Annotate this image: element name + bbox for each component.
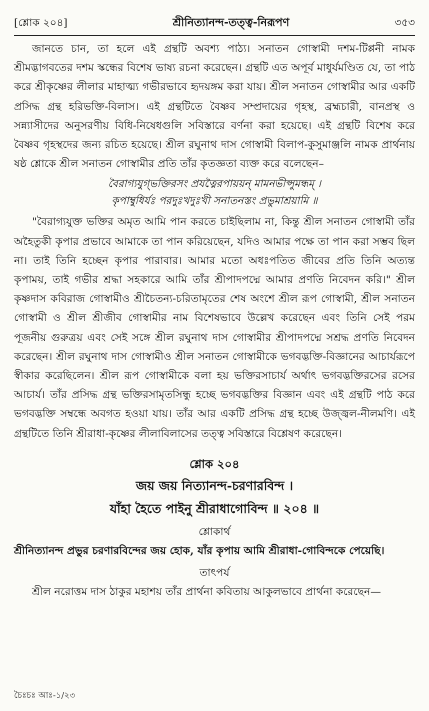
verse-reference: [শ্লোক ২০৪]: [14, 17, 68, 29]
page-footer: চৈঃচঃ আঃ-১/২৩: [14, 691, 76, 701]
translation-heading: শ্লোকার্থ: [198, 525, 231, 538]
verse-label: শ্লোক ২০৪: [189, 456, 240, 471]
verse-line-2: যাঁহা হৈতে পাইনু শ্রীরাধাগোবিন্দ ॥ ২০৪ ॥: [109, 500, 320, 516]
verse-line-1: জয় জয় নিত্যানন্দ-চরণারবিন্দ ।: [135, 477, 294, 493]
page-number: ৩৫৩: [394, 17, 415, 29]
page-header: [14, 14, 415, 36]
quote-line-1: বৈরাগ্যযুগ্‌ভক্তিরসং প্রযত্নৈরপায়য়ন্‌ মামনভীপ্সুমন্ধম্‌ ।: [107, 178, 322, 191]
quote-line-2: কৃপাম্বুধির্যঃ পরদুঃখদুঃখী সনাতনস্তং প্রভুমাশ্রয়ামি ॥: [111, 195, 318, 208]
sanskrit-quote: [14, 176, 415, 210]
paragraph-2: "বৈরাগ্যযুক্ত ভক্তির অমৃত আমি পান করতে চাইছিলাম না, কিন্তু শ্রীল সনাতন গোস্বামী তাঁর অহৈতুকী কৃপার প্রভাবে আমাকে তা পান করিয়েছেন, যদিও আমার পক্ষে তা পান করা সম্ভব ছিল না। তাই তিনি হচ্ছেন কৃপার পারাবার। আমার মতো অধঃপতিত জীবের প্রতি তিনি অত্যন্ত কৃপাময়, তাই গভীর শ্রদ্ধা সহকারে আমি তাঁর শ্রীপাদপদ্মে আমার প্রণতি নিবেদন করি।" শ্রীল কৃষ্ণদাস কবিরাজ গোস্বামীও শ্রীচৈতন্য-চরিতামৃতের শেষ অংশে শ্রীল রূপ গোস্বামী, শ্রীল সনাতন গোস্বামী ও শ্রীল শ্রীজীব গোস্বামীর নাম বিশেষভাবে উল্লেখ করেছেন এবং তিনি সেই পরম পূজনীয় গুরুত্রয় এবং সেই সঙ্গে শ্রীল রঘুনাথ দাস গোস্বামীর শ্রীপাদপদ্মে সশ্রদ্ধ প্রণতি নিবেদন করেছেন। শ্রীল রঘুনাথ দাস গোস্বামীও শ্রীল সনাতন গোস্বামীকে ভগবদ্ভক্তি-বিজ্ঞানের আচার্যরূপে স্বীকার করেছিলেন। শ্রীল রূপ গোস্বামীকে বলা হয় ভক্তিরসাচার্য অর্থাৎ ভগবদ্ভক্তিরসের রসের আচার্য। তাঁর প্রসিদ্ধ গ্রন্থ ভক্তিরসামৃতসিন্ধু হচ্ছে ভগবদ্ভক্তির বিজ্ঞান এবং এই গ্রন্থটি পাঠ করে ভগবদ্ভক্তি সম্বন্ধে অবগত হওয়া যায়। তাঁর আর একটি প্রসিদ্ধ গ্রন্থ হচ্ছে উজ্জ্বল-নীলমণি। এই গ্রন্থটিতে তিনি শ্রীরাধা-কৃষ্ণের লীলাবিলাসের তত্ত্ব সবিস্তারে বিশ্লেষণ করেছেন।: [14, 216, 415, 440]
chapter-title: শ্রীনিত্যানন্দ-তত্ত্ব-নিরূপণ: [172, 16, 290, 29]
purport-heading: তাৎপর্য: [199, 567, 230, 580]
verse-block: [14, 454, 415, 520]
paragraph-1: জানতে চান, তা হলে এই গ্রন্থটি অবশ্য পাঠ্য। সনাতন গোস্বামী দশম-টিপ্পনী নামক শ্রীমদ্ভাগবতের দশম স্কন্ধের বিশেষ ভাষ্য রচনা করেছেন। গ্রন্থটি এত অপূর্ব মাধুর্যমণ্ডিত যে, তা পাঠ করে শ্রীকৃষ্ণের লীলার মাহাত্ম্য গভীরভাবে হৃদয়ঙ্গম করা যায়। শ্রীল সনাতন গোস্বামীর আর একটি প্রসিদ্ধ গ্রন্থ হরিভক্তি-বিলাস। এই গ্রন্থটিতে বৈষ্ণব সম্প্রদায়ের গৃহস্থ, ব্রহ্মচারী, বানপ্রস্থ ও সন্ন্যাসীদের অনুসরণীয় বিধি-নিষেধগুলি সবিস্তারে বর্ণনা করা হয়েছে। এই গ্রন্থটি বিশেষ করে বৈষ্ণব গৃহস্থদের জন্য রচিত হয়েছে। শ্রীল রঘুনাথ দাস গোস্বামী বিলাপ-কুসুমাঞ্জলি নামক প্রার্থনায় ষষ্ঠ শ্লোকে শ্রীল সনাতন গোস্বামীর প্রতি তাঁর কৃতজ্ঞতা ব্যক্ত করে বলেছেন–: [14, 43, 415, 171]
translation-text: শ্রীনিত্যানন্দ প্রভুর চরণারবিন্দের জয় হোক, যাঁর কৃপায় আমি শ্রীরাধা-গোবিন্দকে পেয়েছি।: [14, 544, 385, 557]
page-body: [14, 40, 415, 602]
purport-text: শ্রীল নরোত্তম দাস ঠাকুর মহাশয় তাঁর প্রার্থনা কবিতায় আকুলভাবে প্রার্থনা করেছেন—: [32, 586, 381, 599]
